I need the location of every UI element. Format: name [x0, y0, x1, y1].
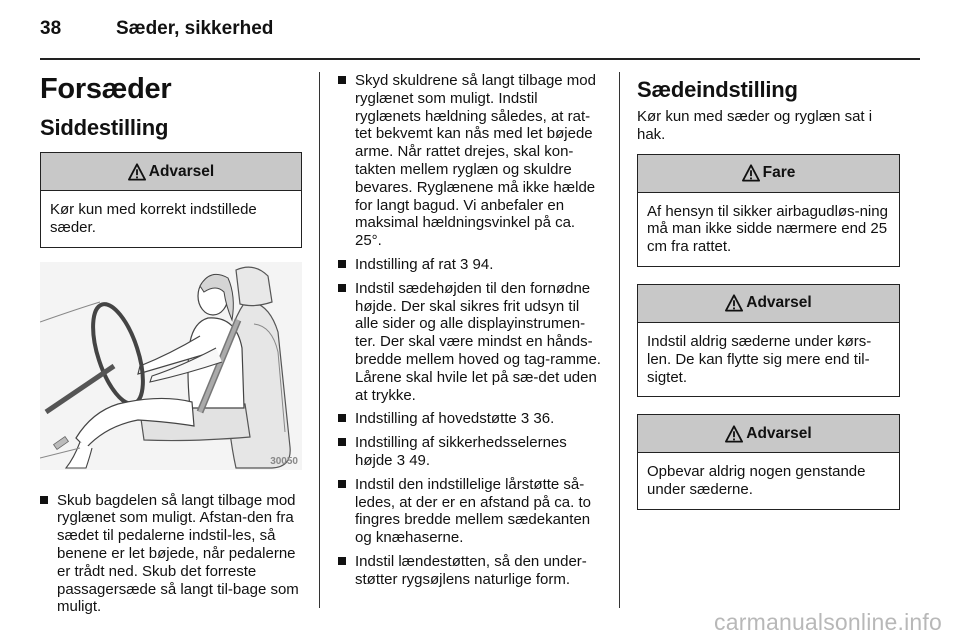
list-item	[338, 72, 604, 250]
seating-position-illustration	[40, 262, 302, 470]
warning-triangle-icon	[128, 163, 146, 181]
column-divider	[619, 72, 620, 608]
column-2	[338, 72, 604, 595]
danger-box-header	[638, 155, 899, 193]
list-item-text: Indstilling af hovedstøtte 3 36.	[355, 410, 555, 428]
column-1	[40, 72, 302, 622]
warning-triangle-icon	[725, 294, 743, 312]
square-bullet-icon	[338, 480, 346, 488]
square-bullet-icon	[338, 260, 346, 268]
warning-box	[637, 414, 900, 510]
danger-box	[637, 154, 900, 267]
warning-box-text: Kør kun med korrekt indstillede sæder.	[50, 201, 257, 236]
list-item-text: Skub bagdelen så langt tilbage mod ryglænet som muligt. Afstan-den fra sædet til pedalerne indstil-les, så benene er let bøjede, når pedalerne er trådt ned. Skub det forreste passagersæde så langt til-bage som muligt.	[57, 491, 299, 616]
driver-seat-drawing	[40, 262, 302, 470]
warning-box-header	[638, 285, 899, 323]
list-item-text: Skyd skuldrene så langt tilbage mod ryglænet som muligt. Indstil ryglænets hældning således, at rat-tet bekvemt kan nås med let bøjede arme. Når rattet drejes, skal kon-takten mellem ryglæn og skuldre bevares. Ryglænene må ikke hælde for langt bagud. Vi anbefaler en maksimal hældningsvinkel på ca. 25°.	[355, 72, 596, 250]
warning-box	[637, 284, 900, 397]
danger-box-label: Fare	[762, 164, 796, 182]
running-head: Sæder, sikkerhed	[116, 18, 274, 39]
header-rule	[40, 58, 920, 60]
list-item-text: Indstil lændestøtten, så den under-støtter rygsøjlens naturlige form.	[355, 552, 587, 588]
list-item-text: Indstilling af rat 3 94.	[355, 255, 494, 273]
warning-box-label: Advarsel	[148, 162, 215, 180]
warning-box-text: Indstil aldrig sæderne under kørs-len. De kan flytte sig mere end til-sigtet.	[647, 332, 872, 386]
square-bullet-icon	[338, 284, 346, 292]
square-bullet-icon	[338, 438, 346, 446]
danger-box-text: Af hensyn til sikker airbagudløs-ning må man ikke sidde nærmere end 25 cm fra rattet.	[647, 202, 888, 256]
column-3	[637, 72, 900, 510]
list-item	[338, 553, 604, 589]
figure-number: 30050	[270, 455, 298, 467]
list-item	[338, 256, 604, 274]
list-item-text: Indstilling af sikkerhedsselernes højde 3 49.	[355, 434, 567, 469]
column-divider	[319, 72, 320, 608]
warning-triangle-icon	[742, 164, 760, 182]
square-bullet-icon	[40, 496, 48, 504]
warning-triangle-icon	[725, 425, 743, 443]
warning-box-label: Advarsel	[746, 294, 812, 312]
square-bullet-icon	[338, 414, 346, 422]
list-item-text: Indstil den indstillelige lårstøtte så-ledes, at der er en afstand på ca. to fingres bredde mellem sædekanten og knæhaserne.	[355, 475, 591, 547]
warning-box-header	[638, 415, 899, 453]
instruction-list	[338, 72, 604, 589]
list-item	[338, 434, 604, 470]
warning-box-text: Opbevar aldrig nogen genstande under sæderne.	[647, 463, 866, 499]
list-item	[338, 280, 604, 405]
page-number: 38	[40, 18, 62, 39]
square-bullet-icon	[338, 76, 346, 84]
subsection-title: Siddestilling	[40, 115, 169, 140]
warning-box-label: Advarsel	[746, 424, 812, 442]
list-item	[338, 410, 604, 428]
list-item	[40, 492, 302, 617]
warning-box-header	[41, 153, 301, 191]
intro-text: Kør kun med sæder og ryglæn sat i hak.	[637, 108, 873, 143]
list-item	[338, 476, 604, 547]
subsection-title: Sædeindstilling	[637, 77, 798, 102]
instruction-list	[40, 492, 302, 617]
square-bullet-icon	[338, 557, 346, 565]
section-title: Forsæder	[40, 73, 172, 105]
warning-box	[40, 152, 302, 248]
watermark: carmanualsonline.info	[714, 609, 942, 635]
list-item-text: Indstil sædehøjden til den fornødne højde. Der skal sikres frit udsyn til alle sider og alle displayinstrumen-ter. Der skal være mindst en hånds-bredde mellem hoved og tag-ramme. Lårene skal hvile let på sæ-det uden at trykke.	[355, 279, 601, 404]
